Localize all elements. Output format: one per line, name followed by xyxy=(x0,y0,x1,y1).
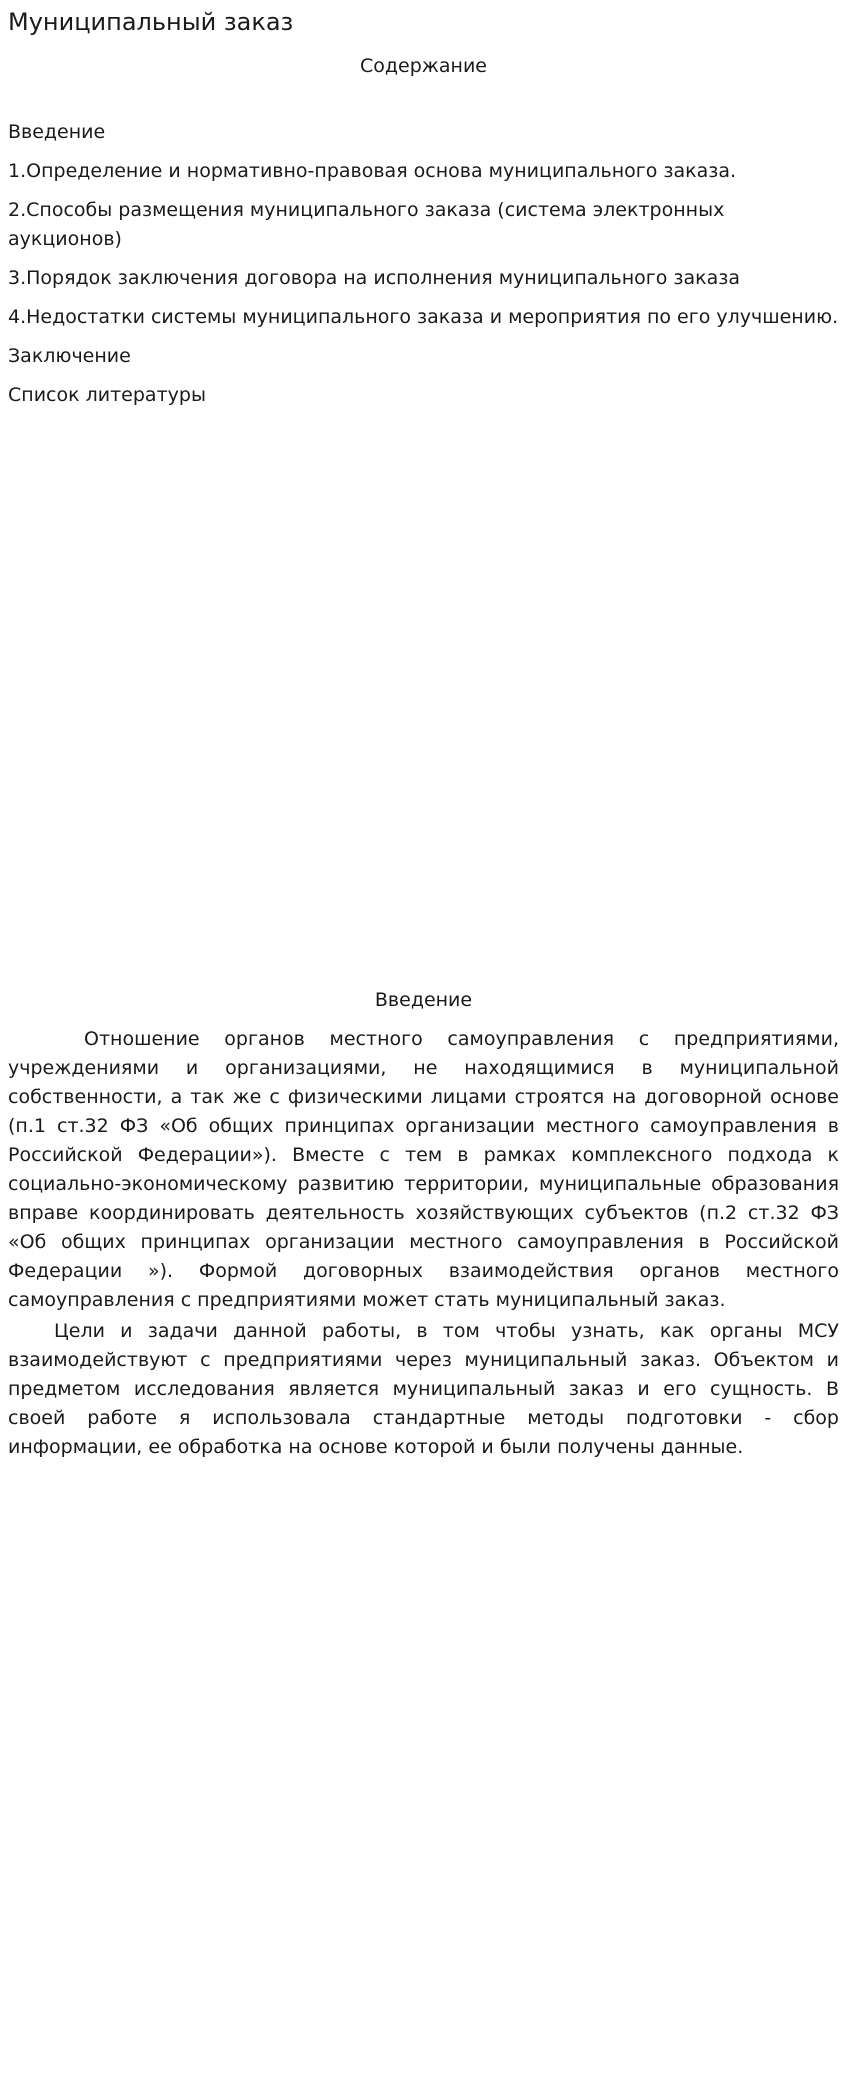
toc-item-introduction: Введение xyxy=(8,121,106,143)
introduction-paragraph-1: Отношение органов местного самоуправления с предприятиями, учреждениями и организациями, не находящимися в муниципальной собственности, а так же с физическими лицами строятся на договорной основе (п.1 ст.32 ФЗ «Об общих принципах организации местного самоуправления в Российской Федерации»). Вместе с тем в рамках комплексного подхода к социально-экономическому развитию территории, муниципальные образования вправе координировать деятельность хозяйствующих субъектов (п.2 ст.32 ФЗ «Об общих принципах организации местного самоуправления в Российской Федерации »). Формой договорных взаимодействия органов местного самоуправления с предприятиями может стать муниципальный заказ. xyxy=(8,1028,839,1311)
toc-item-1: 1.Определение и нормативно-правовая основа муниципального заказа. xyxy=(8,160,737,182)
toc-item-conclusion: Заключение xyxy=(8,345,131,367)
toc-heading: Содержание xyxy=(360,55,487,77)
toc-item-3: 3.Порядок заключения договора на исполнения муниципального заказа xyxy=(8,267,741,289)
introduction-heading: Введение xyxy=(374,989,473,1011)
document xyxy=(8,0,839,1458)
document-title: Муниципальный заказ xyxy=(8,8,294,36)
toc-item-bibliography: Список литературы xyxy=(8,384,206,406)
introduction-paragraph-2: Цели и задачи данной работы, в том чтобы узнать, как органы МСУ взаимодействуют с предприятиями через муниципальный заказ. Объектом и предметом исследования является муниципальный заказ и его сущность. В своей работе я использовала стандартные методы подготовки - сбор информации, ее обработка на основе которой и были получены данные. xyxy=(8,1320,839,1458)
toc-item-2: 2.Способы размещения муниципального заказа (система электронных аукционов) xyxy=(8,199,725,250)
toc-item-4: 4.Недостатки системы муниципального заказа и мероприятия по его улучшению. xyxy=(8,306,839,328)
table-of-contents xyxy=(8,118,839,410)
